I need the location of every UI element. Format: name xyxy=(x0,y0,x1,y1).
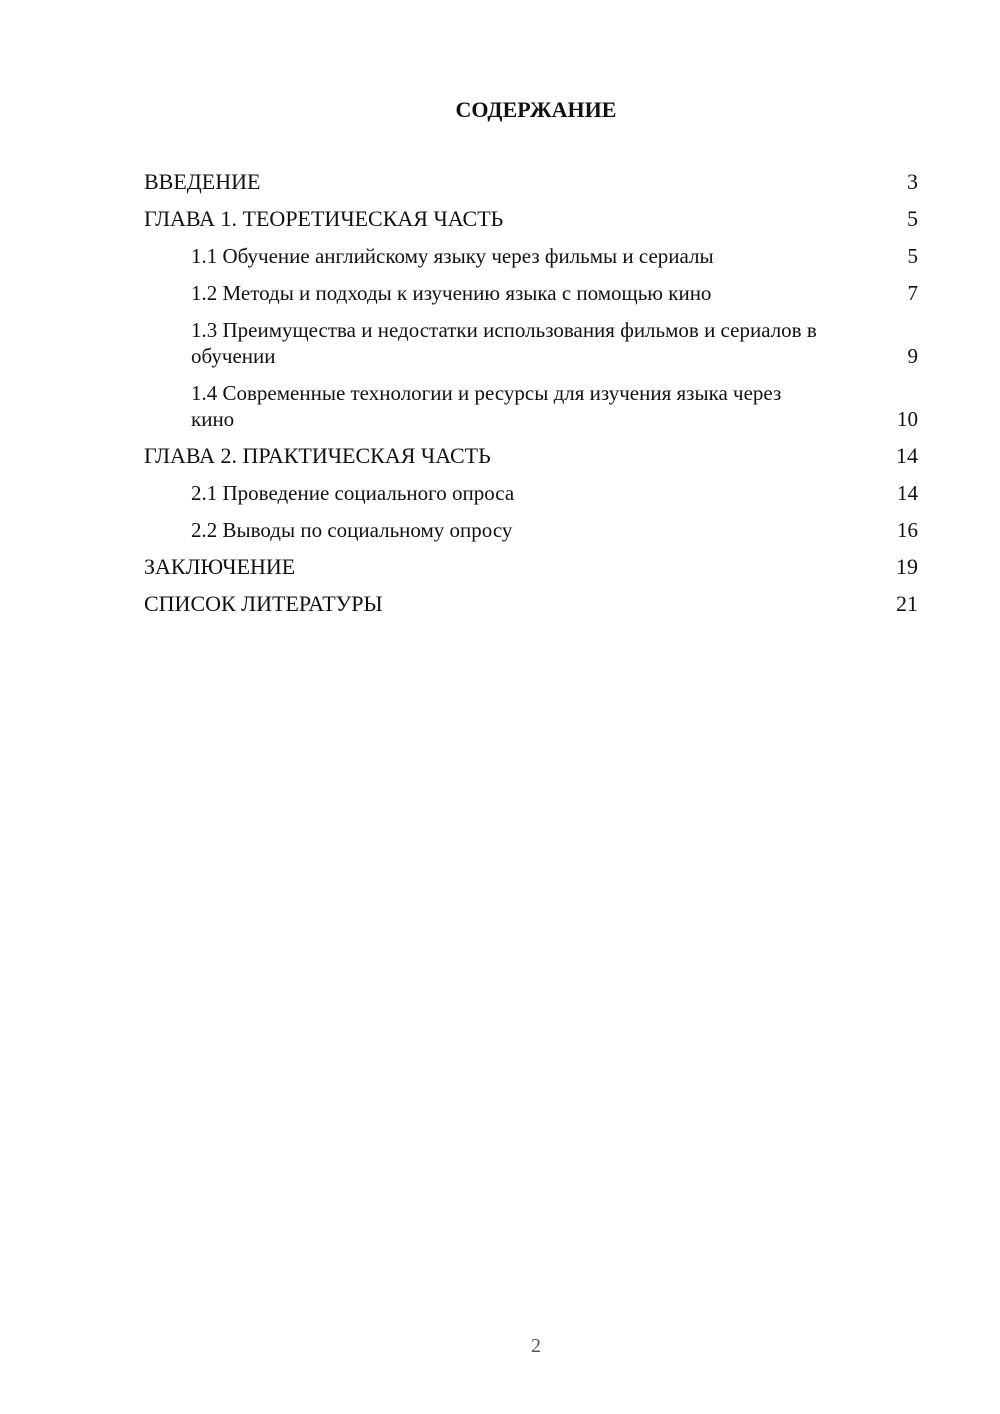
toc-entry-section-1-3 xyxy=(144,317,918,369)
toc-entry-page: 21 xyxy=(896,591,918,616)
toc-entry-chapter-1 xyxy=(144,206,918,232)
toc-entry-section-2-1 xyxy=(144,480,918,506)
toc-entry-section-1-1 xyxy=(144,243,918,269)
toc-entry-title: 1.4 Современные технологии и ресурсы для изучения языка через кино xyxy=(191,381,782,431)
toc-entry-title: 1.2 Методы и подходы к изучению языка с помощью кино xyxy=(191,281,712,305)
page-number: 2 xyxy=(531,1335,541,1357)
toc-entry-title: ВВЕДЕНИЕ xyxy=(144,169,261,194)
toc-entry-page: 14 xyxy=(897,481,918,505)
toc-entry-page: 14 xyxy=(896,443,918,468)
toc-entry-title: ГЛАВА 2. ПРАКТИЧЕСКАЯ ЧАСТЬ xyxy=(144,443,491,468)
toc-entry-page: 3 xyxy=(907,169,918,194)
toc-entry-title: 2.2 Выводы по социальному опросу xyxy=(191,518,513,542)
toc-entry-page: 10 xyxy=(897,407,918,431)
toc-entry-conclusion xyxy=(144,554,918,580)
toc-entry-page: 5 xyxy=(907,244,918,268)
page-title: СОДЕРЖАНИЕ xyxy=(455,97,617,122)
toc-entry-chapter-2 xyxy=(144,443,918,469)
toc-entry-page: 7 xyxy=(907,281,918,305)
toc-entry-title: 1.3 Преимущества и недостатки использования фильмов и сериалов в обучении xyxy=(191,318,817,368)
toc-entry-page: 19 xyxy=(896,554,918,579)
toc-entry-section-1-2 xyxy=(144,280,918,306)
toc-entry-title: 1.1 Обучение английскому языку через фильмы и сериалы xyxy=(191,244,714,268)
table-of-contents xyxy=(144,169,918,628)
toc-entry-introduction xyxy=(144,169,918,195)
toc-entry-title: СПИСОК ЛИТЕРАТУРЫ xyxy=(144,591,383,616)
toc-entry-title: 2.1 Проведение социального опроса xyxy=(191,481,515,505)
toc-entry-title: ЗАКЛЮЧЕНИЕ xyxy=(144,554,296,579)
toc-entry-section-2-2 xyxy=(144,517,918,543)
toc-entry-section-1-4 xyxy=(144,380,918,432)
toc-entry-page: 5 xyxy=(907,206,918,231)
toc-entry-title: ГЛАВА 1. ТЕОРЕТИЧЕСКАЯ ЧАСТЬ xyxy=(144,206,504,231)
toc-entry-page: 16 xyxy=(897,518,918,542)
toc-entry-references xyxy=(144,591,918,617)
toc-entry-page: 9 xyxy=(907,344,918,368)
